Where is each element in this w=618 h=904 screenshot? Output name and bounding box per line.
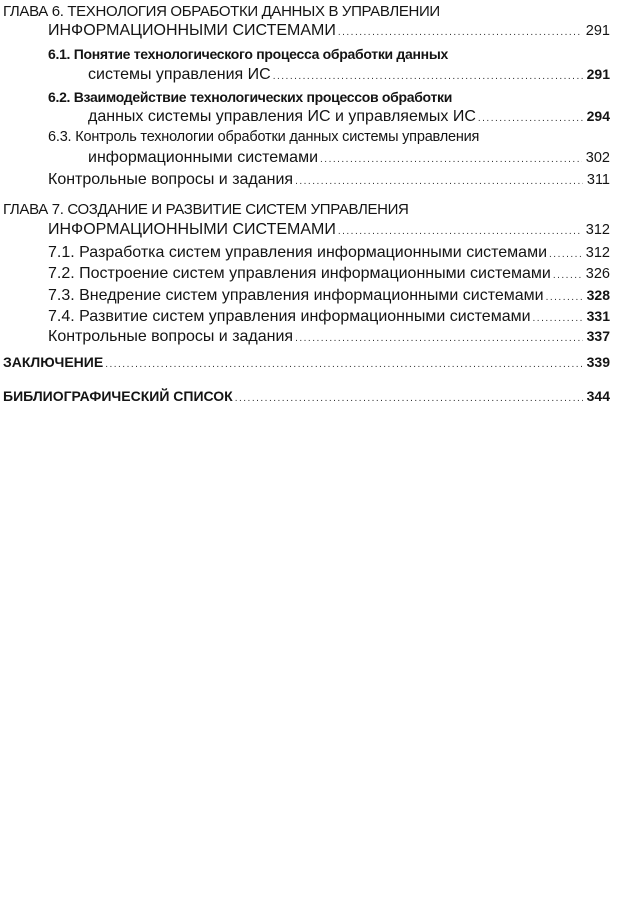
conclusion-label: ЗАКЛЮЧЕНИЕ <box>3 354 104 370</box>
page-number: 339 <box>586 354 610 370</box>
section-title-line: 7.3. Внедрение систем управления информационными системами <box>48 287 544 304</box>
toc-leader-row <box>48 326 610 349</box>
chapter-title-line: ИНФОРМАЦИОННЫМИ СИСТЕМАМИ <box>48 221 336 238</box>
page-number: 291 <box>585 23 610 39</box>
toc-leader-row <box>88 148 610 170</box>
bibliography-label: БИБЛИОГРАФИЧЕСКИЙ СПИСОК <box>3 388 233 404</box>
page-number: 337 <box>586 328 610 344</box>
page-number: 302 <box>585 150 610 166</box>
section-title-line: 7.2. Построение систем управления информационными системами <box>48 265 551 282</box>
section-title-line: 6.3. Контроль технологии обработки данных системы управления <box>48 129 480 145</box>
dot-leader <box>320 150 582 170</box>
dot-leader <box>273 67 583 87</box>
section-title-line: 7.4. Развитие систем управления информационными системами <box>48 308 531 325</box>
section-title-line: 7.1. Разработка систем управления информационными системами <box>48 244 548 261</box>
page-number: 328 <box>586 287 610 303</box>
chapter-title-line: ГЛАВА 7. СОЗДАНИЕ И РАЗВИТИЕ СИСТЕМ УПРАВЛЕНИЯ <box>3 201 409 218</box>
toc-leader-row <box>48 170 610 192</box>
chapter-title-line: ГЛАВА 6. ТЕХНОЛОГИЯ ОБРАБОТКИ ДАННЫХ В УПРАВЛЕНИИ <box>3 3 440 20</box>
dot-leader <box>478 109 583 129</box>
dot-leader <box>105 355 582 375</box>
dot-leader <box>549 245 582 265</box>
dot-leader <box>338 23 582 43</box>
toc-leader-row <box>88 106 610 129</box>
section-title-line: данных системы управления ИС и управляемых ИС <box>88 108 476 125</box>
page-number: 344 <box>586 388 610 404</box>
toc-leader-row <box>3 352 610 375</box>
toc-leader-row <box>3 386 610 409</box>
toc-leader-row <box>48 243 610 265</box>
toc-leader-row <box>88 64 610 87</box>
page-number: 294 <box>586 108 610 124</box>
section-title-line: 6.1. Понятие технологического процесса обработки данных <box>48 46 448 62</box>
chapter-title-line: ИНФОРМАЦИОННЫМИ СИСТЕМАМИ <box>48 22 336 39</box>
section-title-line: Контрольные вопросы и задания <box>48 328 294 345</box>
dot-leader <box>546 288 583 308</box>
dot-leader <box>553 266 582 286</box>
toc-leader-row <box>48 285 610 308</box>
toc-leader-row <box>48 21 610 43</box>
dot-leader <box>338 222 582 242</box>
page-number: 312 <box>585 245 610 261</box>
dot-leader <box>295 329 583 349</box>
dot-leader <box>295 172 583 192</box>
toc-leader-row <box>48 220 610 242</box>
dot-leader <box>235 389 583 409</box>
section-title-line: 6.2. Взаимодействие технологических процессов обработки <box>48 89 453 105</box>
page-number: 326 <box>585 266 610 282</box>
page-number: 312 <box>585 222 610 238</box>
page-number: 311 <box>586 172 610 188</box>
section-title-line: Контрольные вопросы и задания <box>48 171 294 188</box>
section-title-line: информационными системами <box>88 149 319 166</box>
page-number: 291 <box>586 66 610 82</box>
toc-leader-row <box>48 264 610 286</box>
page-number: 331 <box>586 308 610 324</box>
section-title-line: системы управления ИС <box>88 66 271 83</box>
